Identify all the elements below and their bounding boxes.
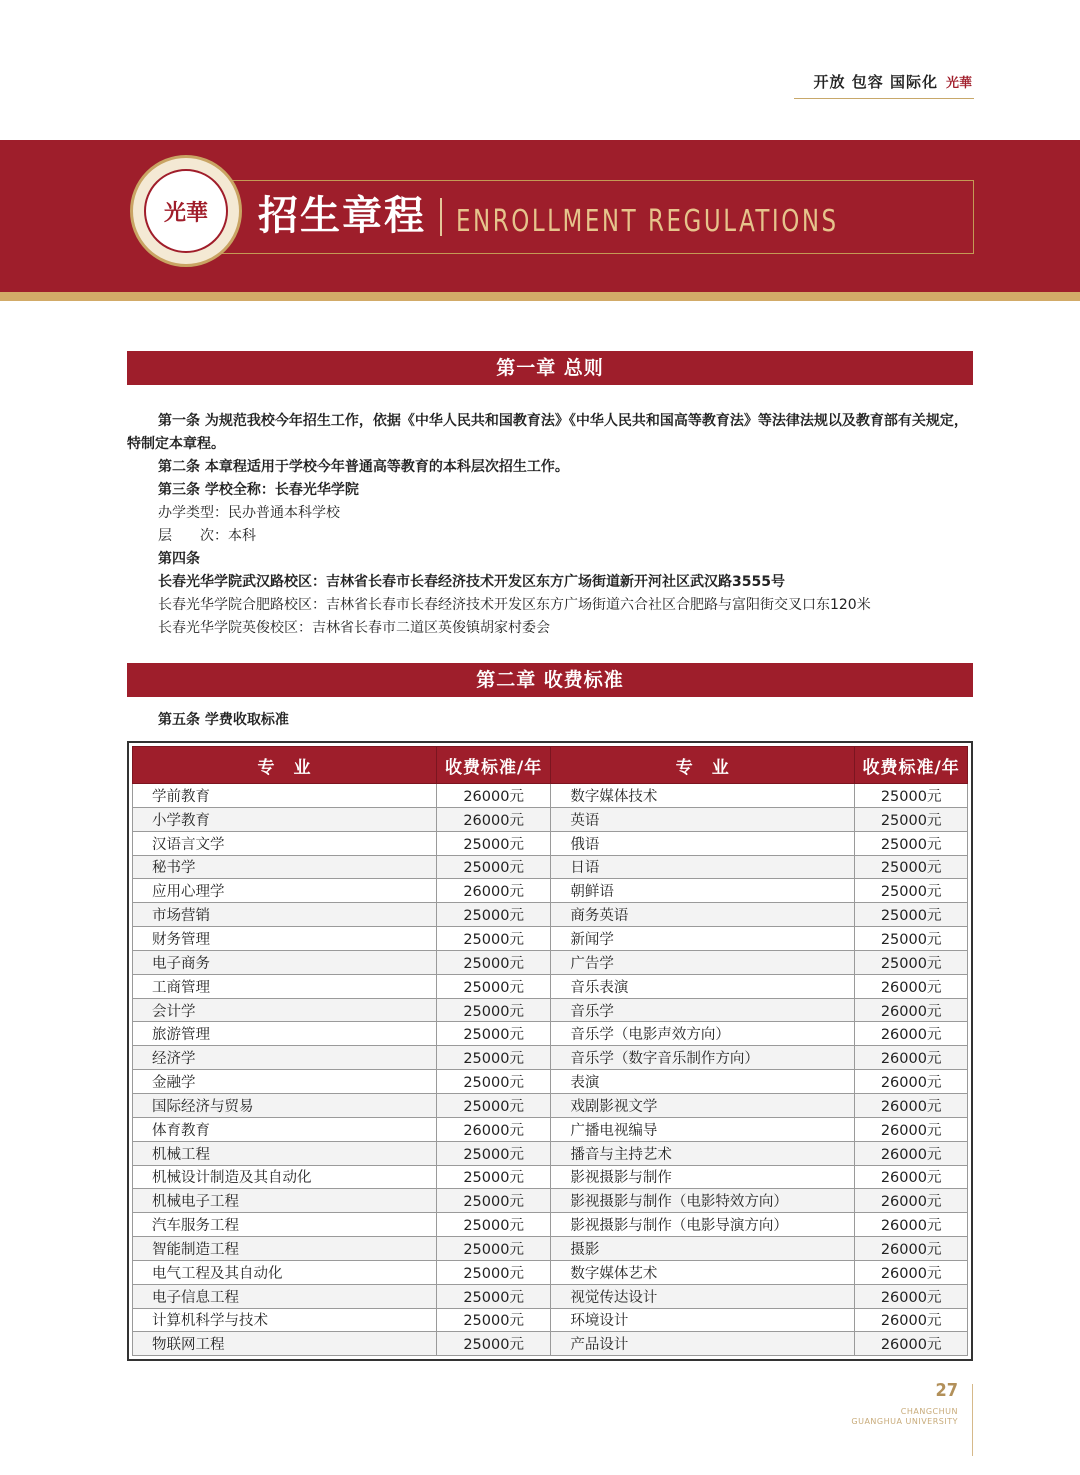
fee-cell: 25000元 [436, 1308, 550, 1332]
major-cell: 日语 [551, 855, 855, 879]
footer-school-line1: CHANGCHUN [900, 1407, 958, 1416]
table-row [133, 1070, 968, 1094]
fee-cell: 25000元 [436, 1213, 550, 1237]
footer-school-line2: GUANGHUA UNIVERSITY [851, 1417, 958, 1426]
major-cell: 表演 [551, 1070, 855, 1094]
school-type: 办学类型：民办普通本科学校 [158, 505, 340, 521]
fee-cell: 25000元 [855, 927, 968, 951]
major-cell: 机械工程 [133, 1141, 437, 1165]
major-cell: 播音与主持艺术 [551, 1141, 855, 1165]
fee-cell: 26000元 [855, 1117, 968, 1141]
major-cell: 影视摄影与制作 [551, 1165, 855, 1189]
chapter1-articles [127, 410, 973, 640]
fee-cell: 25000元 [436, 855, 550, 879]
banner-title-en: ENROLLMENT REGULATIONS [456, 204, 839, 239]
fee-table-header [133, 747, 968, 784]
major-cell: 经济学 [133, 1046, 437, 1070]
fee-cell: 25000元 [436, 1284, 550, 1308]
major-cell: 计算机科学与技术 [133, 1308, 437, 1332]
major-cell: 商务英语 [551, 903, 855, 927]
header-slogan [814, 70, 972, 92]
fee-cell: 26000元 [855, 1141, 968, 1165]
header-major-right: 专 业 [551, 747, 855, 784]
fee-cell: 25000元 [855, 784, 968, 808]
fee-cell: 26000元 [855, 1237, 968, 1261]
major-cell: 应用心理学 [133, 879, 437, 903]
fee-cell: 25000元 [436, 1022, 550, 1046]
campus-yingjun: 长春光华学院英俊校区：吉林省长春市二道区英俊镇胡家村委会 [158, 620, 550, 636]
table-row [133, 998, 968, 1022]
major-cell: 影视摄影与制作（电影导演方向） [551, 1213, 855, 1237]
major-cell: 产品设计 [551, 1332, 855, 1356]
table-row [133, 1189, 968, 1213]
fee-cell: 25000元 [436, 927, 550, 951]
slogan-text: 开放 包容 国际化 [813, 72, 938, 91]
major-cell: 音乐学（电影声效方向） [551, 1022, 855, 1046]
banner-gold-stripe [0, 292, 1080, 301]
fee-cell: 25000元 [436, 1093, 550, 1117]
fee-table-body [133, 784, 968, 1356]
table-row [133, 831, 968, 855]
fee-cell: 25000元 [436, 1189, 550, 1213]
table-row [133, 1332, 968, 1356]
major-cell: 广告学 [551, 950, 855, 974]
table-row [133, 1284, 968, 1308]
fee-cell: 25000元 [855, 831, 968, 855]
banner-separator [440, 198, 442, 236]
fee-cell: 26000元 [855, 1284, 968, 1308]
major-cell: 摄影 [551, 1237, 855, 1261]
major-cell: 财务管理 [133, 927, 437, 951]
table-row [133, 950, 968, 974]
fee-cell: 26000元 [855, 1165, 968, 1189]
article-3: 第三条 学校全称：长春光华学院 [158, 482, 359, 498]
article-1: 第一条 为规范我校今年招生工作，依据《中华人民共和国教育法》《中华人民共和国高等教育法》等法律法规以及教育部有关规定，特制定本章程。 [127, 413, 968, 452]
fee-cell: 26000元 [855, 1022, 968, 1046]
campus-hefei-road: 长春光华学院合肥路校区：吉林省长春市长春经济技术开发区东方广场街道六合社区合肥路与富阳街交叉口东120米 [158, 597, 871, 613]
school-level: 层 次：本科 [158, 528, 256, 544]
fee-cell: 25000元 [855, 950, 968, 974]
fee-cell: 26000元 [855, 1332, 968, 1356]
major-cell: 新闻学 [551, 927, 855, 951]
fee-cell: 26000元 [855, 1213, 968, 1237]
fee-cell: 25000元 [855, 903, 968, 927]
major-cell: 学前教育 [133, 784, 437, 808]
table-row [133, 1237, 968, 1261]
major-cell: 汉语言文学 [133, 831, 437, 855]
page-number: 27 [935, 1380, 958, 1401]
fee-cell: 25000元 [855, 807, 968, 831]
fee-cell: 26000元 [855, 1260, 968, 1284]
major-cell: 影视摄影与制作（电影特效方向） [551, 1189, 855, 1213]
logo-seal [144, 169, 228, 253]
chapter1-heading: 第一章 总则 [127, 351, 973, 385]
footer-divider [972, 1384, 973, 1456]
table-row [133, 974, 968, 998]
major-cell: 数字媒体技术 [551, 784, 855, 808]
university-logo [130, 155, 242, 267]
major-cell: 广播电视编导 [551, 1117, 855, 1141]
footer-school-name [851, 1407, 958, 1427]
banner-title-cn: 招生章程 [258, 193, 426, 239]
table-row [133, 784, 968, 808]
major-cell: 电子商务 [133, 950, 437, 974]
fee-cell: 25000元 [436, 998, 550, 1022]
major-cell: 机械电子工程 [133, 1189, 437, 1213]
major-cell: 视觉传达设计 [551, 1284, 855, 1308]
table-row [133, 855, 968, 879]
fee-cell: 25000元 [436, 831, 550, 855]
fee-cell: 25000元 [436, 974, 550, 998]
table-row [133, 879, 968, 903]
table-row [133, 1093, 968, 1117]
fee-table-frame [127, 741, 973, 1361]
fee-cell: 25000元 [436, 1260, 550, 1284]
major-cell: 音乐表演 [551, 974, 855, 998]
chapter2-heading: 第二章 收费标准 [127, 663, 973, 697]
major-cell: 小学教育 [133, 807, 437, 831]
header-major-left: 专 业 [133, 747, 437, 784]
fee-cell: 25000元 [436, 950, 550, 974]
table-row [133, 1046, 968, 1070]
seal-icon: 光華 [946, 75, 973, 91]
major-cell: 电气工程及其自动化 [133, 1260, 437, 1284]
fee-cell: 26000元 [855, 1308, 968, 1332]
major-cell: 音乐学 [551, 998, 855, 1022]
major-cell: 数字媒体艺术 [551, 1260, 855, 1284]
fee-cell: 25000元 [436, 1141, 550, 1165]
fee-cell: 26000元 [855, 1070, 968, 1094]
major-cell: 秘书学 [133, 855, 437, 879]
table-row [133, 927, 968, 951]
fee-cell: 26000元 [855, 1189, 968, 1213]
fee-cell: 26000元 [855, 1093, 968, 1117]
fee-cell: 26000元 [855, 1046, 968, 1070]
major-cell: 市场营销 [133, 903, 437, 927]
fee-cell: 26000元 [436, 807, 550, 831]
logo-mark-icon: 光華 [163, 199, 208, 226]
major-cell: 音乐学（数字音乐制作方向） [551, 1046, 855, 1070]
fee-cell: 25000元 [855, 855, 968, 879]
major-cell: 戏剧影视文学 [551, 1093, 855, 1117]
fee-cell: 26000元 [436, 879, 550, 903]
table-row [133, 1117, 968, 1141]
fee-cell: 25000元 [436, 1332, 550, 1356]
table-row [133, 903, 968, 927]
table-row [133, 1260, 968, 1284]
major-cell: 会计学 [133, 998, 437, 1022]
table-row [133, 1022, 968, 1046]
fee-cell: 26000元 [855, 998, 968, 1022]
major-cell: 旅游管理 [133, 1022, 437, 1046]
fee-table [132, 746, 968, 1356]
major-cell: 俄语 [551, 831, 855, 855]
header-fee-right: 收费标准/年 [855, 747, 968, 784]
table-row [133, 1308, 968, 1332]
fee-cell: 25000元 [436, 1070, 550, 1094]
fee-cell: 25000元 [436, 1165, 550, 1189]
major-cell: 电子信息工程 [133, 1284, 437, 1308]
major-cell: 国际经济与贸易 [133, 1093, 437, 1117]
table-row [133, 807, 968, 831]
fee-cell: 26000元 [436, 1117, 550, 1141]
fee-cell: 26000元 [855, 974, 968, 998]
fee-cell: 25000元 [436, 903, 550, 927]
article-5: 第五条 学费收取标准 [158, 712, 289, 728]
major-cell: 金融学 [133, 1070, 437, 1094]
table-row [133, 1141, 968, 1165]
major-cell: 工商管理 [133, 974, 437, 998]
article-2: 第二条 本章程适用于学校今年普通高等教育的本科层次招生工作。 [158, 459, 569, 475]
major-cell: 英语 [551, 807, 855, 831]
table-row [133, 1213, 968, 1237]
major-cell: 物联网工程 [133, 1332, 437, 1356]
campus-wuhan-road: 长春光华学院武汉路校区：吉林省长春市长春经济技术开发区东方广场街道新开河社区武汉路3555号 [158, 574, 785, 590]
fee-cell: 25000元 [855, 879, 968, 903]
major-cell: 智能制造工程 [133, 1237, 437, 1261]
major-cell: 环境设计 [551, 1308, 855, 1332]
slogan-divider [794, 98, 974, 99]
major-cell: 体育教育 [133, 1117, 437, 1141]
major-cell: 汽车服务工程 [133, 1213, 437, 1237]
major-cell: 朝鲜语 [551, 879, 855, 903]
article-4: 第四条 [158, 551, 200, 567]
fee-cell: 25000元 [436, 1237, 550, 1261]
table-row [133, 1165, 968, 1189]
header-fee-left: 收费标准/年 [436, 747, 550, 784]
major-cell: 机械设计制造及其自动化 [133, 1165, 437, 1189]
fee-cell: 25000元 [436, 1046, 550, 1070]
fee-cell: 26000元 [436, 784, 550, 808]
